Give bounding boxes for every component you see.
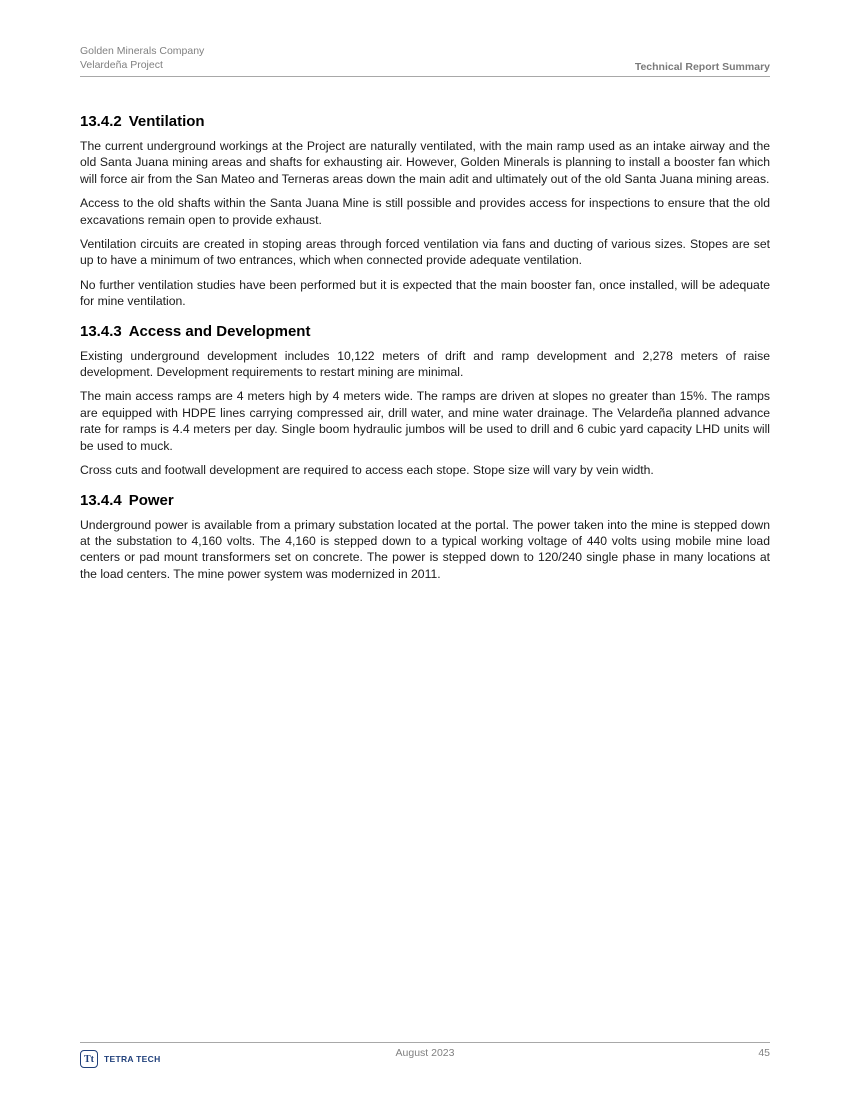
page-header — [80, 44, 770, 77]
paragraph: Cross cuts and footwall development are required to access each stope. Stope size will vary by vein width. — [80, 463, 654, 478]
paragraph: The current underground workings at the Project are naturally ventilated, with the main ramp used as an intake airway and the old Santa Juana mining areas and shafts for exhausting air. However, Golden Minerals is planning to install a booster fan which will force air from the San Mateo and Terneras areas down the main adit and ultimately out of the old Santa Juana mining areas. — [80, 139, 770, 186]
paragraph: The main access ramps are 4 meters high by 4 meters wide. The ramps are driven at slopes no greater than 15%. The ramps are equipped with HDPE lines carrying compressed air, drill water, and mine water drainage. The Velardeña planned advance rate for ramps is 4.4 meters per day. Single boom hydraulic jumbos will be used to drill and 6 cubic yard capacity LHD units will be used to muck. — [80, 389, 770, 453]
page-number: 45 — [758, 1047, 770, 1059]
footer-date: August 2023 — [395, 1047, 455, 1059]
section-power — [80, 491, 770, 583]
section-title: Access and Development — [128, 322, 311, 340]
paragraph: No further ventilation studies have been performed but it is expected that the main booster fan, once installed, will be adequate for mine ventilation. — [80, 277, 770, 309]
header-company: Golden Minerals Company — [80, 45, 205, 57]
section-number: 13.4.4 — [80, 491, 122, 509]
section-title: Power — [128, 491, 174, 509]
tetra-tech-logo-icon: Tt — [80, 1050, 98, 1068]
paragraph: Ventilation circuits are created in stoping areas through forced ventilation via fans and ducting of various sizes. Stopes are set up to have a minimum of two entrances, which when connected provide adequate ventilation. — [80, 237, 770, 268]
header-project: Velardeña Project — [80, 59, 163, 71]
section-title: Ventilation — [128, 113, 205, 130]
section-number: 13.4.3 — [80, 322, 122, 340]
header-left — [80, 44, 204, 72]
page-footer — [80, 1042, 770, 1073]
paragraph: Existing underground development includes 10,122 meters of drift and ramp development and 2,278 meters of raise development. Development requirements to restart mining are minimal. — [80, 348, 770, 380]
section-access-and-development — [80, 322, 770, 479]
header-report-title: Technical Report Summary — [634, 61, 770, 73]
section-number: 13.4.2 — [80, 113, 122, 130]
paragraph: Underground power is available from a primary substation located at the portal. The power taken into the mine is stepped down at the substation to 4,160 volts. The 4,160 is stepped down to a typical working voltage of 440 volts using mobile mine load centers or pad mount transformers set on concrete. The power is stepped down to 120/240 single phase in many locations at the load centers. The mine power system was modernized in 2011. — [80, 517, 770, 581]
section-heading — [80, 491, 770, 511]
document-body — [80, 112, 770, 590]
logo-text: TETRA TECH — [104, 1054, 161, 1064]
section-heading — [80, 112, 770, 132]
paragraph: Access to the old shafts within the Santa Juana Mine is still possible and provides access for inspections to ensure that the old excavations remain open to provide exhaust. — [80, 196, 770, 227]
section-heading — [80, 322, 770, 342]
section-ventilation — [80, 112, 770, 310]
